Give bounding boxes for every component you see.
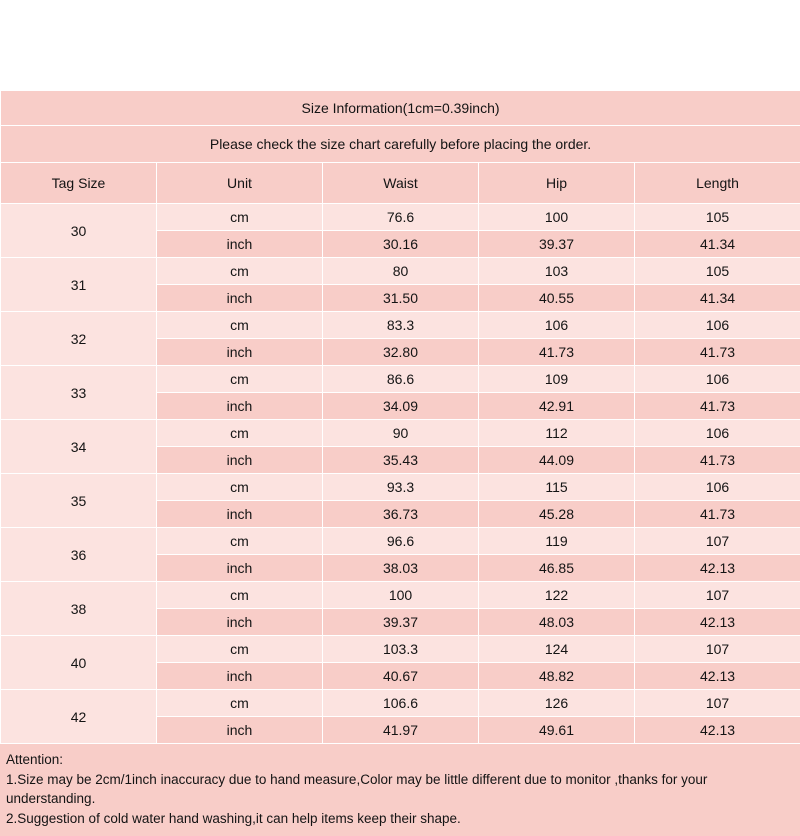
length-cell: 106 [635, 474, 800, 501]
hip-cell: 45.28 [479, 501, 635, 528]
hip-cell: 103 [479, 258, 635, 285]
waist-cell: 106.6 [323, 690, 479, 717]
length-cell: 105 [635, 258, 800, 285]
hip-cell: 109 [479, 366, 635, 393]
waist-cell: 83.3 [323, 312, 479, 339]
hip-cell: 126 [479, 690, 635, 717]
length-cell: 41.73 [635, 339, 800, 366]
tag-size-cell: 42 [1, 690, 157, 744]
hip-cell: 49.61 [479, 717, 635, 744]
attention-line-3: 2.Suggestion of cold water hand washing,it can help items keep their shape. [4, 809, 796, 829]
hip-cell: 44.09 [479, 447, 635, 474]
unit-cell: cm [157, 528, 323, 555]
hip-cell: 119 [479, 528, 635, 555]
length-cell: 107 [635, 690, 800, 717]
length-cell: 41.73 [635, 393, 800, 420]
waist-cell: 39.37 [323, 609, 479, 636]
waist-cell: 36.73 [323, 501, 479, 528]
waist-cell: 86.6 [323, 366, 479, 393]
waist-cell: 96.6 [323, 528, 479, 555]
unit-cell: inch [157, 663, 323, 690]
unit-cell: cm [157, 582, 323, 609]
waist-cell: 30.16 [323, 231, 479, 258]
unit-cell: cm [157, 420, 323, 447]
table-subtitle-row [1, 126, 800, 163]
waist-cell: 103.3 [323, 636, 479, 663]
length-cell: 107 [635, 582, 800, 609]
length-cell: 105 [635, 204, 800, 231]
table-row [1, 258, 800, 285]
size-chart-table [0, 90, 800, 744]
tag-size-cell: 32 [1, 312, 157, 366]
waist-cell: 31.50 [323, 285, 479, 312]
unit-cell: inch [157, 231, 323, 258]
waist-cell: 100 [323, 582, 479, 609]
waist-cell: 34.09 [323, 393, 479, 420]
length-cell: 42.13 [635, 717, 800, 744]
unit-cell: cm [157, 204, 323, 231]
waist-cell: 93.3 [323, 474, 479, 501]
hip-cell: 41.73 [479, 339, 635, 366]
unit-cell: cm [157, 258, 323, 285]
length-cell: 42.13 [635, 663, 800, 690]
table-row [1, 528, 800, 555]
waist-cell: 35.43 [323, 447, 479, 474]
unit-cell: inch [157, 393, 323, 420]
subtitle-text: Please check the size chart carefully before placing the order. [1, 126, 800, 163]
length-cell: 42.13 [635, 609, 800, 636]
hip-cell: 39.37 [479, 231, 635, 258]
table-row [1, 474, 800, 501]
length-cell: 107 [635, 636, 800, 663]
hip-cell: 122 [479, 582, 635, 609]
table-row [1, 636, 800, 663]
hip-cell: 115 [479, 474, 635, 501]
hip-cell: 124 [479, 636, 635, 663]
attention-line-2: understanding. [4, 789, 796, 809]
unit-cell: inch [157, 447, 323, 474]
length-cell: 42.13 [635, 555, 800, 582]
hip-cell: 42.91 [479, 393, 635, 420]
waist-cell: 90 [323, 420, 479, 447]
length-cell: 106 [635, 366, 800, 393]
size-chart-document [0, 90, 800, 836]
unit-cell: cm [157, 474, 323, 501]
table-row [1, 420, 800, 447]
tag-size-cell: 31 [1, 258, 157, 312]
waist-cell: 32.80 [323, 339, 479, 366]
tag-size-cell: 33 [1, 366, 157, 420]
waist-cell: 38.03 [323, 555, 479, 582]
table-row [1, 312, 800, 339]
waist-cell: 41.97 [323, 717, 479, 744]
table-title-row [1, 91, 800, 126]
hip-cell: 112 [479, 420, 635, 447]
attention-line-1: 1.Size may be 2cm/1inch inaccuracy due to hand measure,Color may be little different due to monitor ,thanks for your [4, 770, 796, 790]
table-row [1, 582, 800, 609]
attention-note [0, 744, 800, 836]
tag-size-cell: 35 [1, 474, 157, 528]
column-header-waist: Waist [323, 163, 479, 204]
unit-cell: inch [157, 285, 323, 312]
unit-cell: cm [157, 312, 323, 339]
waist-cell: 80 [323, 258, 479, 285]
column-header-hip: Hip [479, 163, 635, 204]
length-cell: 41.34 [635, 285, 800, 312]
unit-cell: inch [157, 717, 323, 744]
column-header-unit: Unit [157, 163, 323, 204]
page-title: Size Information(1cm=0.39inch) [1, 91, 800, 126]
table-row [1, 366, 800, 393]
unit-cell: cm [157, 636, 323, 663]
attention-heading: Attention: [4, 750, 796, 770]
hip-cell: 106 [479, 312, 635, 339]
waist-cell: 76.6 [323, 204, 479, 231]
column-header-tag-size: Tag Size [1, 163, 157, 204]
table-row [1, 690, 800, 717]
length-cell: 106 [635, 312, 800, 339]
unit-cell: inch [157, 555, 323, 582]
hip-cell: 40.55 [479, 285, 635, 312]
unit-cell: cm [157, 366, 323, 393]
length-cell: 107 [635, 528, 800, 555]
hip-cell: 48.03 [479, 609, 635, 636]
waist-cell: 40.67 [323, 663, 479, 690]
hip-cell: 100 [479, 204, 635, 231]
table-row [1, 204, 800, 231]
tag-size-cell: 34 [1, 420, 157, 474]
tag-size-cell: 30 [1, 204, 157, 258]
length-cell: 106 [635, 420, 800, 447]
length-cell: 41.73 [635, 447, 800, 474]
table-header-row [1, 163, 800, 204]
hip-cell: 48.82 [479, 663, 635, 690]
tag-size-cell: 38 [1, 582, 157, 636]
unit-cell: cm [157, 690, 323, 717]
length-cell: 41.73 [635, 501, 800, 528]
unit-cell: inch [157, 339, 323, 366]
length-cell: 41.34 [635, 231, 800, 258]
unit-cell: inch [157, 609, 323, 636]
tag-size-cell: 40 [1, 636, 157, 690]
hip-cell: 46.85 [479, 555, 635, 582]
column-header-length: Length [635, 163, 800, 204]
unit-cell: inch [157, 501, 323, 528]
tag-size-cell: 36 [1, 528, 157, 582]
